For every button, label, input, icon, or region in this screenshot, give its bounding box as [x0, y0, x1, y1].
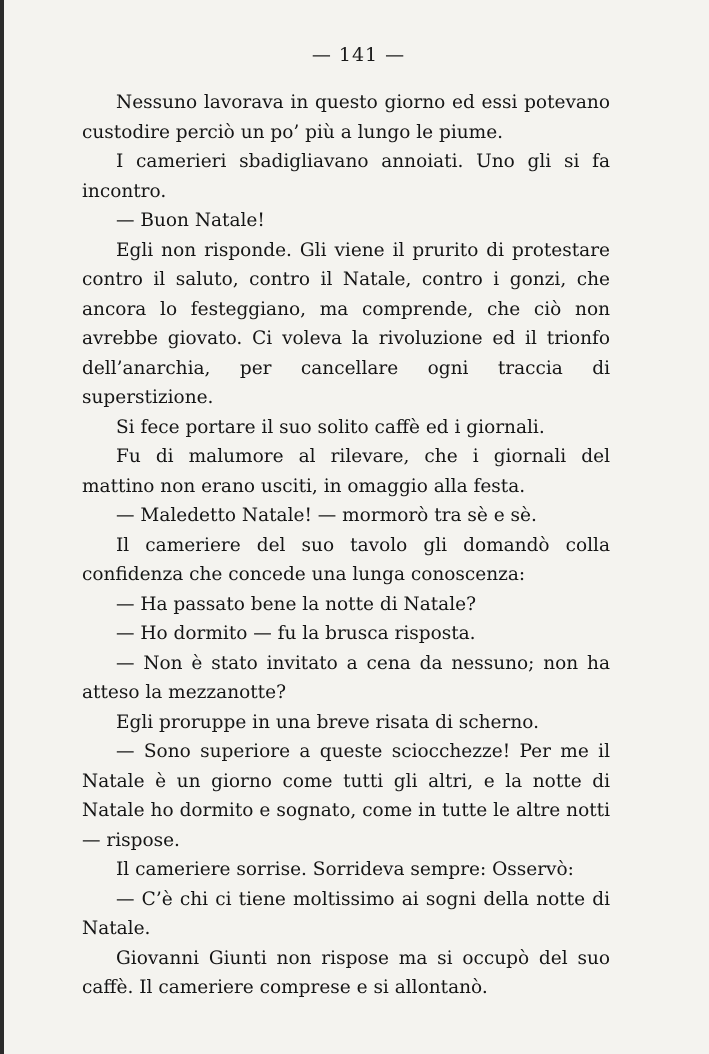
paragraph: Egli non risponde. Gli viene il prurito di protestare contro il saluto, contro il Natale, contro i gonzi, che ancora lo festeggiano, ma comprende, che ciò non avrebbe giovato. Ci voleva la rivoluzione ed il trionfo dell’anarchia, per cancellare ogni traccia di superstizione. [82, 239, 610, 408]
paragraph: Il cameriere del suo tavolo gli domandò colla confidenza che concede una lunga conoscenza: [82, 534, 610, 585]
paragraph: — Buon Natale! [116, 210, 265, 231]
paragraph: Il cameriere sorrise. Sorrideva sempre: Osservò: [116, 859, 574, 880]
paragraph: Si fece portare il suo solito caffè ed i giornali. [116, 416, 545, 438]
paragraph: — Maledetto Natale! — mormorò tra sè e sè. [116, 505, 537, 526]
paragraph: — Ha passato bene la notte di Natale? [116, 593, 476, 615]
paragraph: Fu di malumore al rilevare, che i giornali del mattino non erano usciti, in omaggio alla festa. [82, 446, 610, 497]
page-number: — 141 — [311, 44, 406, 66]
paragraph: — Ho dormito — fu la brusca risposta. [116, 623, 476, 644]
paragraph: Nessuno lavorava in questo giorno ed essi potevano custodire perciò un po’ più a lungo le piume. [82, 92, 610, 143]
paragraph: Egli proruppe in una breve risata di scherno. [116, 711, 539, 733]
paragraph: — Non è stato invitato a cena da nessuno; non ha atteso la mezzanotte? [82, 652, 610, 703]
paragraph: Giovanni Giunti non rispose ma si occupò del suo caffè. Il cameriere comprese e si allontanò. [82, 947, 610, 998]
paragraph: — Sono superiore a queste sciocchezze! Per me il Natale è un giorno come tutti gli altri, e la notte di Natale ho dormito e sognato, come in tutte le altre notti — rispose. [82, 741, 610, 851]
paragraph: — C’è chi ci tiene moltissimo ai sogni della notte di Natale. [82, 888, 610, 939]
body-text [82, 88, 610, 1003]
paragraph: I camerieri sbadigliavano annoiati. Uno gli si fa incontro. [82, 151, 610, 202]
